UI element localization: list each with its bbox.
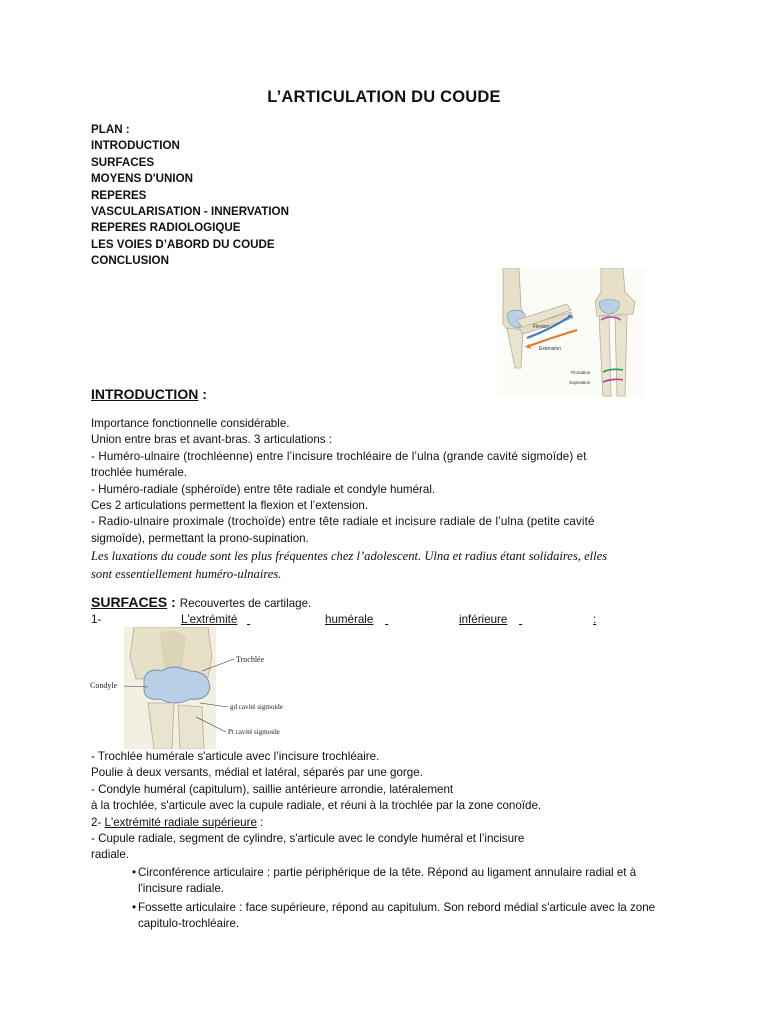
humerus-illustration bbox=[90, 627, 302, 749]
plan-heading: PLAN : bbox=[91, 123, 130, 136]
item-1-gap bbox=[519, 613, 593, 626]
plan-item-conclusion: CONCLUSION bbox=[91, 254, 169, 268]
surfaces-line: - Condyle huméral (capitulum), saillie antérieure arrondie, latéralement bbox=[91, 782, 454, 796]
item-number: 1- bbox=[91, 613, 102, 626]
plan-item-surfaces: SURFACES bbox=[91, 155, 155, 169]
item-1-gap bbox=[385, 613, 459, 626]
surfaces-line: - Cupule radiale, segment de cylindre, s'articule avec le condyle huméral et l’incisure bbox=[91, 832, 525, 846]
bullet-item: • Circonférence articulaire : partie périphérique de la tête. Répond au ligament annulaire radial et à l'incisure radiale. bbox=[91, 865, 675, 898]
surfaces-item-2: 2- L'extrémité radiale supérieure : bbox=[91, 815, 264, 829]
intro-line: Importance fonctionnelle considérable. bbox=[91, 417, 290, 430]
surfaces-line: - Trochlée humérale s'articule avec l’incisure trochléaire. bbox=[91, 750, 380, 763]
intro-line: Ces 2 articulations permettent la flexion et l’extension. bbox=[91, 499, 369, 513]
item-1-gap bbox=[247, 613, 325, 626]
surfaces-line: radiale. bbox=[91, 848, 130, 862]
gd-cavite-label: gd cavité sigmoide bbox=[230, 703, 283, 711]
page-title: L’ARTICULATION DU COUDE bbox=[267, 88, 501, 106]
plan-item-voies-abord: LES VOIES D’ABORD DU COUDE bbox=[91, 237, 275, 251]
bullet-dot: • bbox=[131, 900, 136, 914]
elbow-motion-figure bbox=[497, 268, 645, 398]
trochlee-label: Trochlée bbox=[236, 655, 265, 664]
item-1-word: humérale bbox=[325, 613, 374, 626]
plan-item-introduction: INTRODUCTION bbox=[91, 139, 180, 153]
plan-list bbox=[91, 122, 289, 270]
surfaces-text bbox=[91, 749, 675, 932]
intro-line: - Radio-ulnaire proximale (trochoïde) entre tête radiale et incisure radiale de l’ulna (petite cavité bbox=[91, 515, 595, 529]
intro-italic-line: sont essentiellement huméro-ulnaires. bbox=[91, 567, 282, 582]
flexion-label: Flexion bbox=[533, 324, 550, 330]
item-1-colon: : bbox=[593, 613, 597, 626]
item-1-word: L'extrémité bbox=[181, 613, 238, 626]
item-2-title: L'extrémité radiale supérieure bbox=[104, 815, 257, 829]
surfaces-heading: SURFACES : Recouvertes de cartilage. bbox=[91, 594, 312, 610]
pronation-label: Pronation bbox=[571, 370, 591, 375]
supination-label: Supination bbox=[569, 380, 591, 385]
pt-cavite-label: Pt cavité sigmoide bbox=[228, 728, 280, 736]
surfaces-line: Poulie à deux versants, médial et latéral, séparés par une gorge. bbox=[91, 766, 423, 780]
introduction-text bbox=[91, 416, 675, 583]
bullet-dot: • bbox=[131, 865, 136, 879]
item-number: 2- bbox=[91, 815, 102, 829]
intro-line: sigmoïde), permettant la prono-supination. bbox=[91, 531, 309, 545]
surfaces-line: à la trochlée, s'articule avec la cupule radiale, et réuni à la trochlée par la zone conoïde. bbox=[91, 799, 542, 813]
plan-item-vascularisation: VASCULARISATION - INNERVATION bbox=[91, 205, 289, 219]
plan-item-reperes: REPERES bbox=[91, 188, 147, 202]
plan-item-reperes-radiologique: REPERES RADIOLOGIQUE bbox=[91, 221, 241, 235]
surfaces-subtitle: Recouvertes de cartilage. bbox=[179, 597, 312, 610]
intro-italic-line: Les luxations du coude sont les plus fréquentes chez l’adolescent. Ulna et radius étant solidaires, elles bbox=[91, 549, 608, 564]
introduction-heading: INTRODUCTION : bbox=[91, 386, 207, 402]
condyle-label: Condyle bbox=[90, 681, 118, 690]
intro-line: - Huméro-radiale (sphéroïde) entre tête radiale et condyle huméral. bbox=[91, 482, 436, 496]
extension-label: Extension bbox=[539, 346, 561, 352]
bullet-item: • Fossette articulaire : face supérieure, répond au capitulum. Son rebord médial s'articule avec la zone capitulo-trochléaire. bbox=[91, 900, 675, 933]
intro-line: Union entre bras et avant-bras. 3 articulations : bbox=[91, 433, 333, 447]
item-1-word: inférieure bbox=[459, 613, 508, 626]
plan-item-moyens-union: MOYENS D'UNION bbox=[91, 172, 193, 186]
intro-line: trochlée humérale. bbox=[91, 466, 188, 480]
intro-line: - Huméro-ulnaire (trochléenne) entre l’incisure trochléaire de l’ulna (grande cavité sigmoïde) et bbox=[91, 449, 587, 463]
